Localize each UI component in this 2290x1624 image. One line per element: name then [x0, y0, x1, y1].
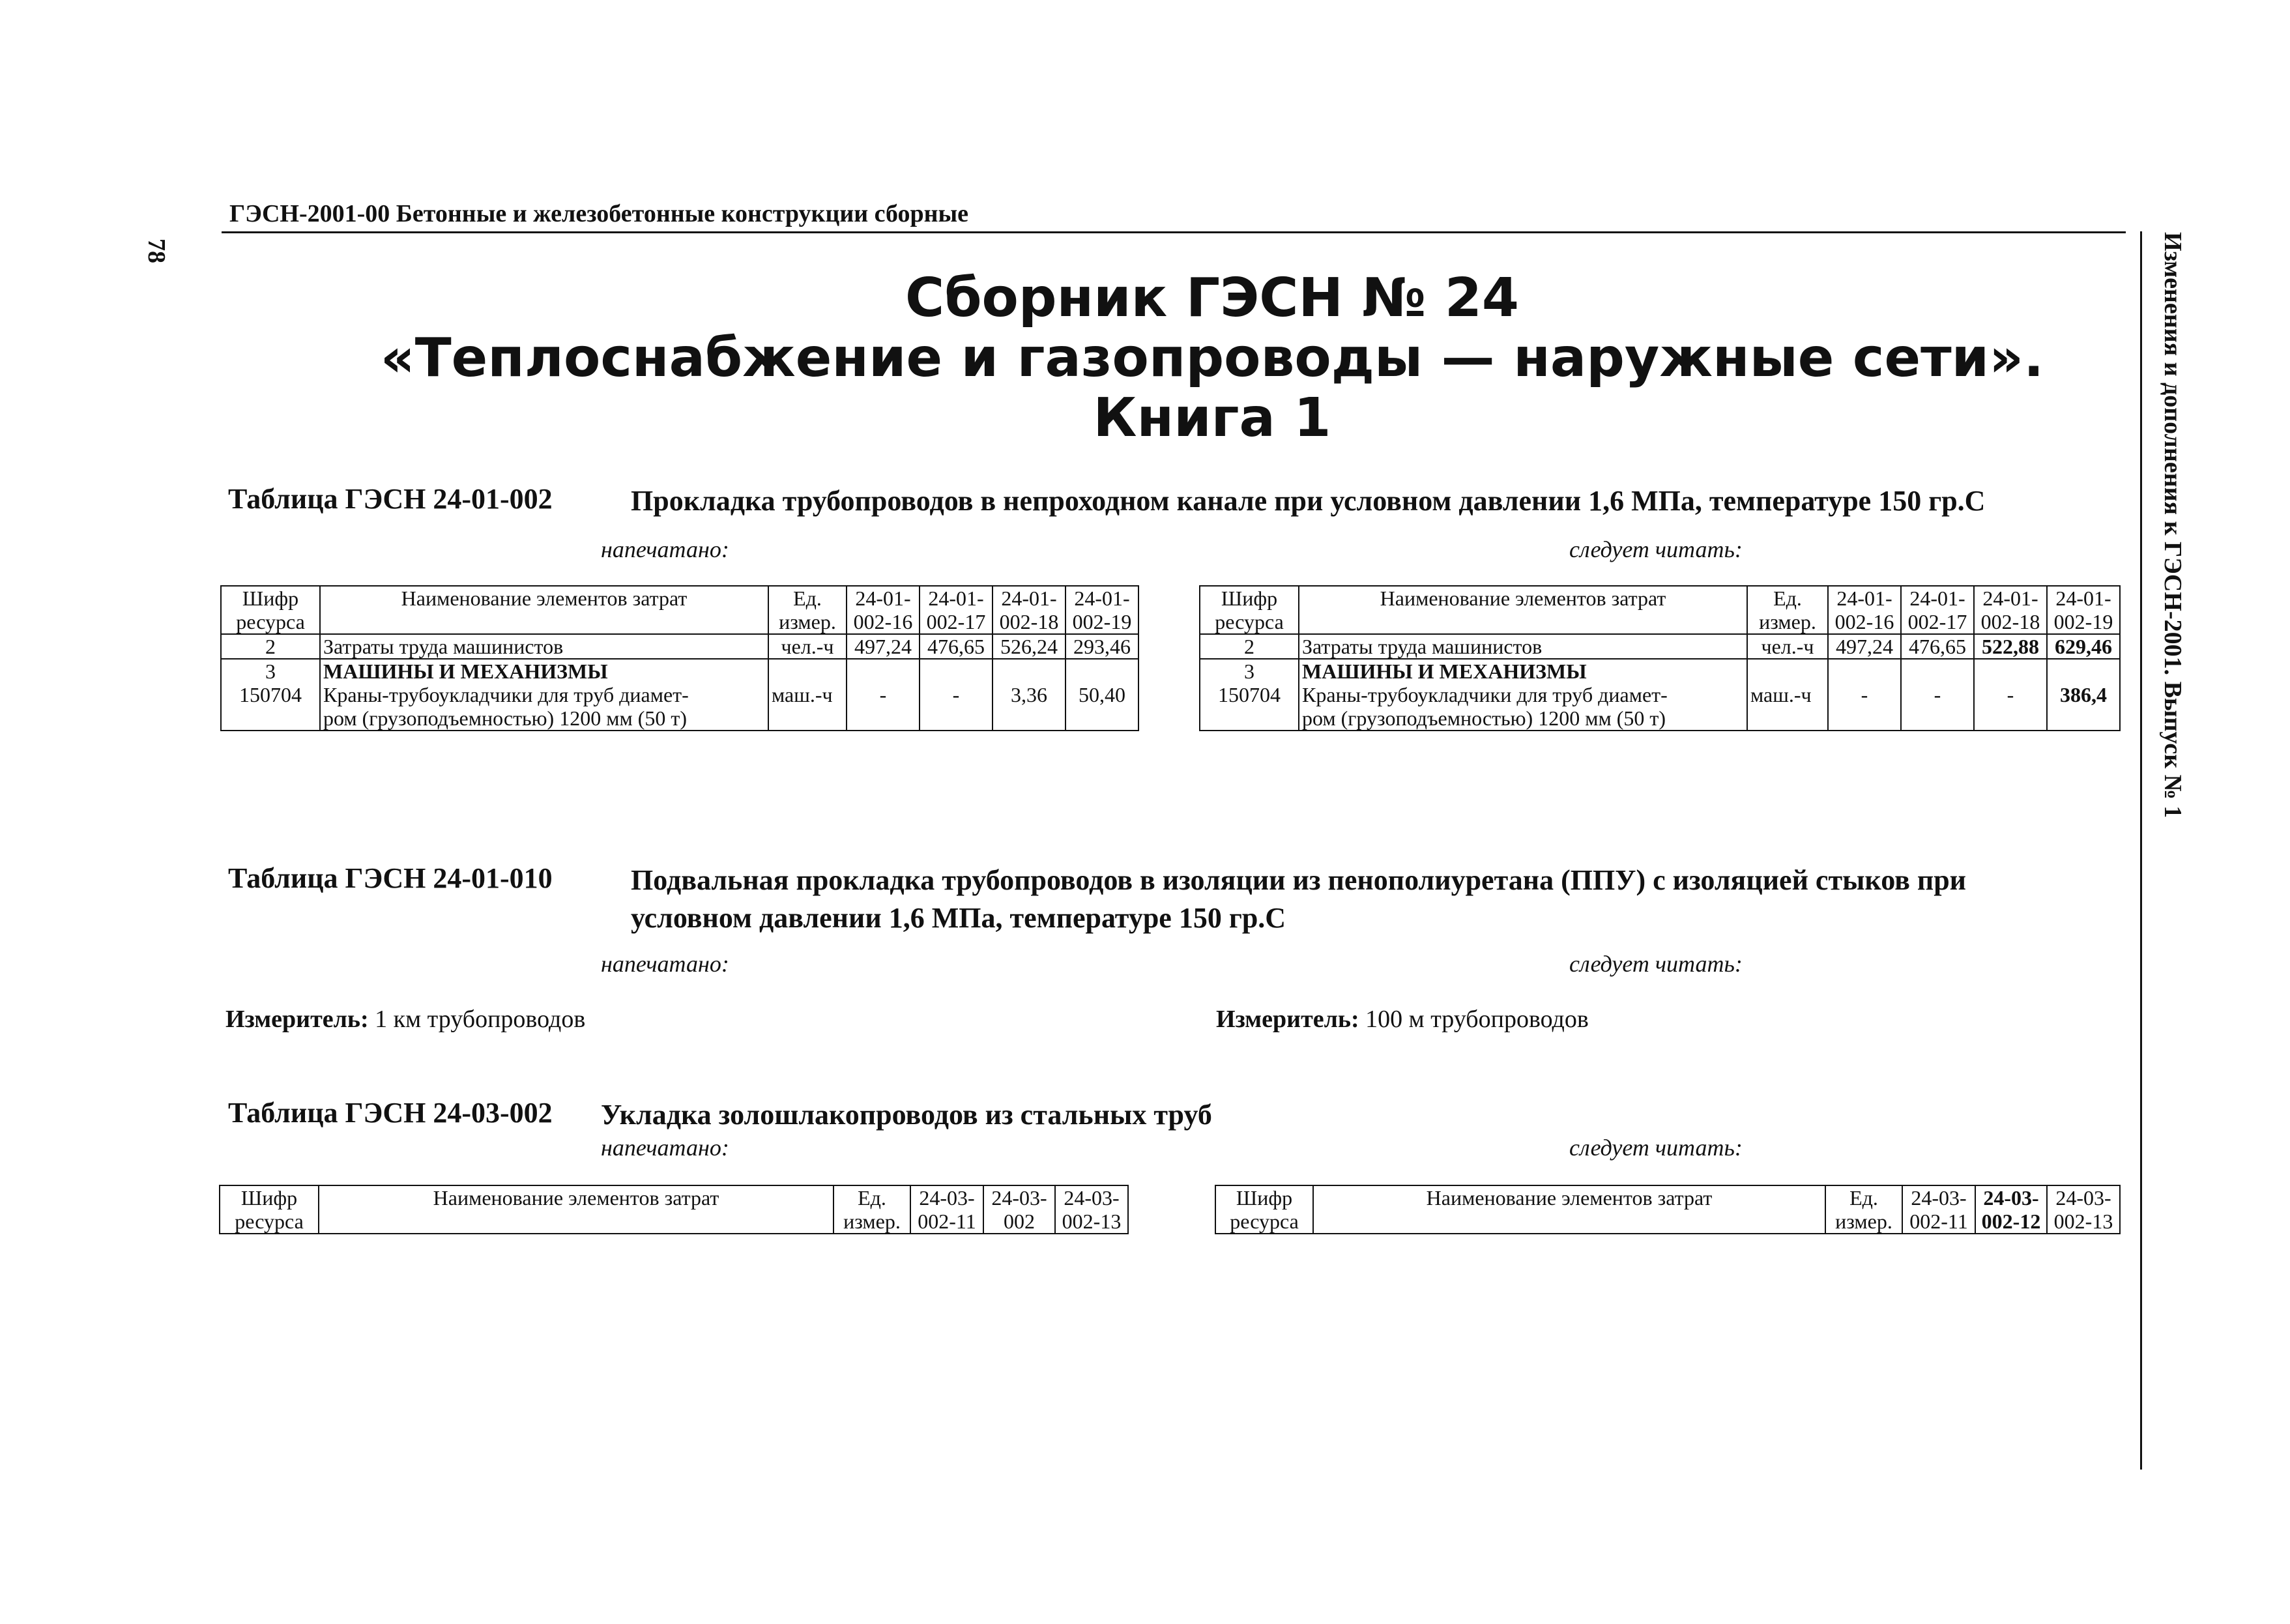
header-col: 24-01- [1909, 587, 1965, 610]
header-unit: Ед. [858, 1186, 886, 1210]
header-col: 002 [1004, 1210, 1035, 1233]
table-label-24-01-010: Таблица ГЭСН 24-01-010 [228, 862, 553, 894]
header-col: 002-18 [999, 610, 1059, 633]
cell-name: Краны-трубоукладчики для труб диамет- [1302, 683, 1668, 706]
corrected-meter [1216, 1005, 1589, 1034]
meter-value: 100 м трубопроводов [1365, 1006, 1589, 1033]
header-col: 002-17 [1907, 610, 1967, 633]
table-description-24-03-002: Укладка золошлакопроводов из стальных труб [601, 1099, 1212, 1131]
side-caption: Изменения и дополнения к ГЭСН-2001. Выпуск № 1 [2159, 232, 2186, 819]
cell-value: 526,24 [993, 634, 1065, 659]
cell-value: 476,65 [1901, 634, 1974, 659]
header-rule [222, 231, 2126, 233]
header-code: Шифр [242, 587, 299, 610]
cell-value: 497,24 [1828, 634, 1901, 659]
header-col: 002-11 [918, 1210, 976, 1233]
cell-value-changed: 386,4 [2060, 683, 2107, 706]
table-corrected-24-03-002 [1215, 1185, 2121, 1234]
book-title: Книга 1 [1093, 387, 1331, 449]
cell-name: ром (грузоподъемностью) 1200 мм (50 т) [1302, 706, 1666, 730]
header-unit: Ед. [1773, 587, 1802, 610]
header-col: 002-13 [2053, 1210, 2113, 1233]
meter-value: 1 км трубопроводов [375, 1006, 586, 1033]
header-col-changed: 002-12 [1981, 1210, 2041, 1233]
header-col: 002-16 [1834, 610, 1894, 633]
cell-value: - [952, 683, 960, 706]
header-name: Наименование элементов затрат [319, 1185, 833, 1234]
header-name: Наименование элементов затрат [1313, 1185, 1825, 1234]
running-head: ГЭСН-2001-00 Бетонные и железобетонные конструкции сборные [229, 200, 969, 227]
header-name: Наименование элементов затрат [1299, 586, 1747, 634]
cell-unit: маш.-ч [1750, 683, 1812, 706]
table-description-24-01-010: Подвальная прокладка трубопроводов в изоляции из пенополиуретана (ППУ) с изоляцией стыков при [631, 864, 1967, 896]
header-col: 002-19 [1072, 610, 1132, 633]
header-col: 002-18 [1980, 610, 2040, 633]
cell-unit: чел.-ч [1747, 634, 1828, 659]
table-corrected-24-01-002 [1199, 585, 2121, 731]
should-read-label: следует читать: [1569, 1135, 1743, 1161]
table-header-row [220, 1185, 1128, 1234]
header-unit: Ед. [1849, 1186, 1878, 1210]
header-unit: измер. [1759, 610, 1816, 633]
header-unit: Ед. [793, 587, 822, 610]
table-label-24-03-002: Таблица ГЭСН 24-03-002 [228, 1097, 553, 1129]
printed-label: напечатано: [601, 951, 729, 977]
cell-value: 50,40 [1079, 683, 1125, 706]
cell-value: 3,36 [1011, 683, 1047, 706]
cell-value: - [1861, 683, 1868, 706]
table-row [221, 634, 1138, 659]
table-description-24-01-010: условном давлении 1,6 МПа, температуре 150 гр.С [631, 902, 1286, 934]
table-header-row [1215, 1185, 2120, 1234]
cell-group-code: 3 [1244, 660, 1254, 683]
cell-code: 150704 [239, 683, 302, 706]
header-code: ресурса [236, 610, 305, 633]
header-col: 002-19 [2053, 610, 2113, 633]
header-col-changed: 24-03- [1983, 1186, 2039, 1210]
collection-subtitle: «Теплоснабжение и газопроводы — наружные сети». [380, 327, 2044, 389]
header-name: Наименование элементов затрат [320, 586, 768, 634]
cell-code: 2 [221, 634, 320, 659]
cell-value: 497,24 [847, 634, 920, 659]
header-col: 24-03- [919, 1186, 975, 1210]
header-col: 24-01- [1982, 587, 2038, 610]
cell-value: 476,65 [920, 634, 993, 659]
cell-value: - [1934, 683, 1941, 706]
header-col: 24-01- [2055, 587, 2111, 610]
cell-code: 2 [1200, 634, 1299, 659]
page-number: 78 [143, 239, 170, 263]
cell-group-name: МАШИНЫ И МЕХАНИЗМЫ [323, 660, 608, 683]
header-code: ресурса [1230, 1210, 1299, 1233]
cell-value-changed: 629,46 [2047, 634, 2120, 659]
cell-name: Затраты труда машинистов [320, 634, 768, 659]
cell-value-changed: 522,88 [1974, 634, 2047, 659]
side-rule [2140, 231, 2142, 1470]
header-unit: измер. [1835, 1210, 1892, 1233]
header-code: Шифр [1236, 1186, 1293, 1210]
header-col: 24-01- [1074, 587, 1130, 610]
header-unit: измер. [779, 610, 836, 633]
cell-name: ром (грузоподъемностью) 1200 мм (50 т) [323, 706, 687, 730]
table-header-row [1200, 586, 2120, 634]
cell-code: 150704 [1218, 683, 1281, 706]
table-header-row [221, 586, 1138, 634]
cell-name: Затраты труда машинистов [1299, 634, 1747, 659]
table-row [221, 659, 1138, 731]
header-code: Шифр [1221, 587, 1278, 610]
cell-value: 293,46 [1065, 634, 1138, 659]
header-code: Шифр [240, 1186, 298, 1210]
meter-label: Измеритель: [225, 1006, 369, 1033]
header-col: 002-11 [1909, 1210, 1968, 1233]
header-col: 24-01- [1001, 587, 1057, 610]
should-read-label: следует читать: [1569, 951, 1743, 977]
cell-group-code: 3 [265, 660, 276, 683]
header-code: ресурса [235, 1210, 304, 1233]
header-col: 002-13 [1062, 1210, 1122, 1233]
cell-unit: маш.-ч [772, 683, 833, 706]
header-col: 24-01- [855, 587, 911, 610]
cell-unit: чел.-ч [768, 634, 847, 659]
cell-group-name: МАШИНЫ И МЕХАНИЗМЫ [1302, 660, 1587, 683]
header-unit: измер. [843, 1210, 901, 1233]
table-printed-24-03-002 [219, 1185, 1129, 1234]
table-description-24-01-002: Прокладка трубопроводов в непроходном канале при условном давлении 1,6 МПа, температуре 150 гр.С [631, 485, 1986, 517]
header-col: 24-01- [928, 587, 984, 610]
table-row [1200, 634, 2120, 659]
printed-meter [225, 1005, 585, 1034]
table-label-24-01-002: Таблица ГЭСН 24-01-002 [228, 483, 553, 515]
header-col: 24-03- [1064, 1186, 1120, 1210]
header-col: 24-03- [2055, 1186, 2111, 1210]
collection-title: Сборник ГЭСН № 24 [905, 267, 1519, 329]
header-code: ресурса [1215, 610, 1284, 633]
header-col: 24-03- [1911, 1186, 1967, 1210]
header-col: 24-03- [991, 1186, 1047, 1210]
header-col: 002-16 [853, 610, 913, 633]
printed-label: напечатано: [601, 536, 729, 562]
table-row [1200, 659, 2120, 731]
table-printed-24-01-002 [220, 585, 1139, 731]
cell-value: - [2007, 683, 2014, 706]
meter-label: Измеритель: [1216, 1006, 1359, 1033]
header-col: 002-17 [926, 610, 986, 633]
cell-value: - [879, 683, 887, 706]
printed-label: напечатано: [601, 1135, 729, 1161]
header-col: 24-01- [1836, 587, 1892, 610]
should-read-label: следует читать: [1569, 536, 1743, 562]
cell-name: Краны-трубоукладчики для труб диамет- [323, 683, 689, 706]
